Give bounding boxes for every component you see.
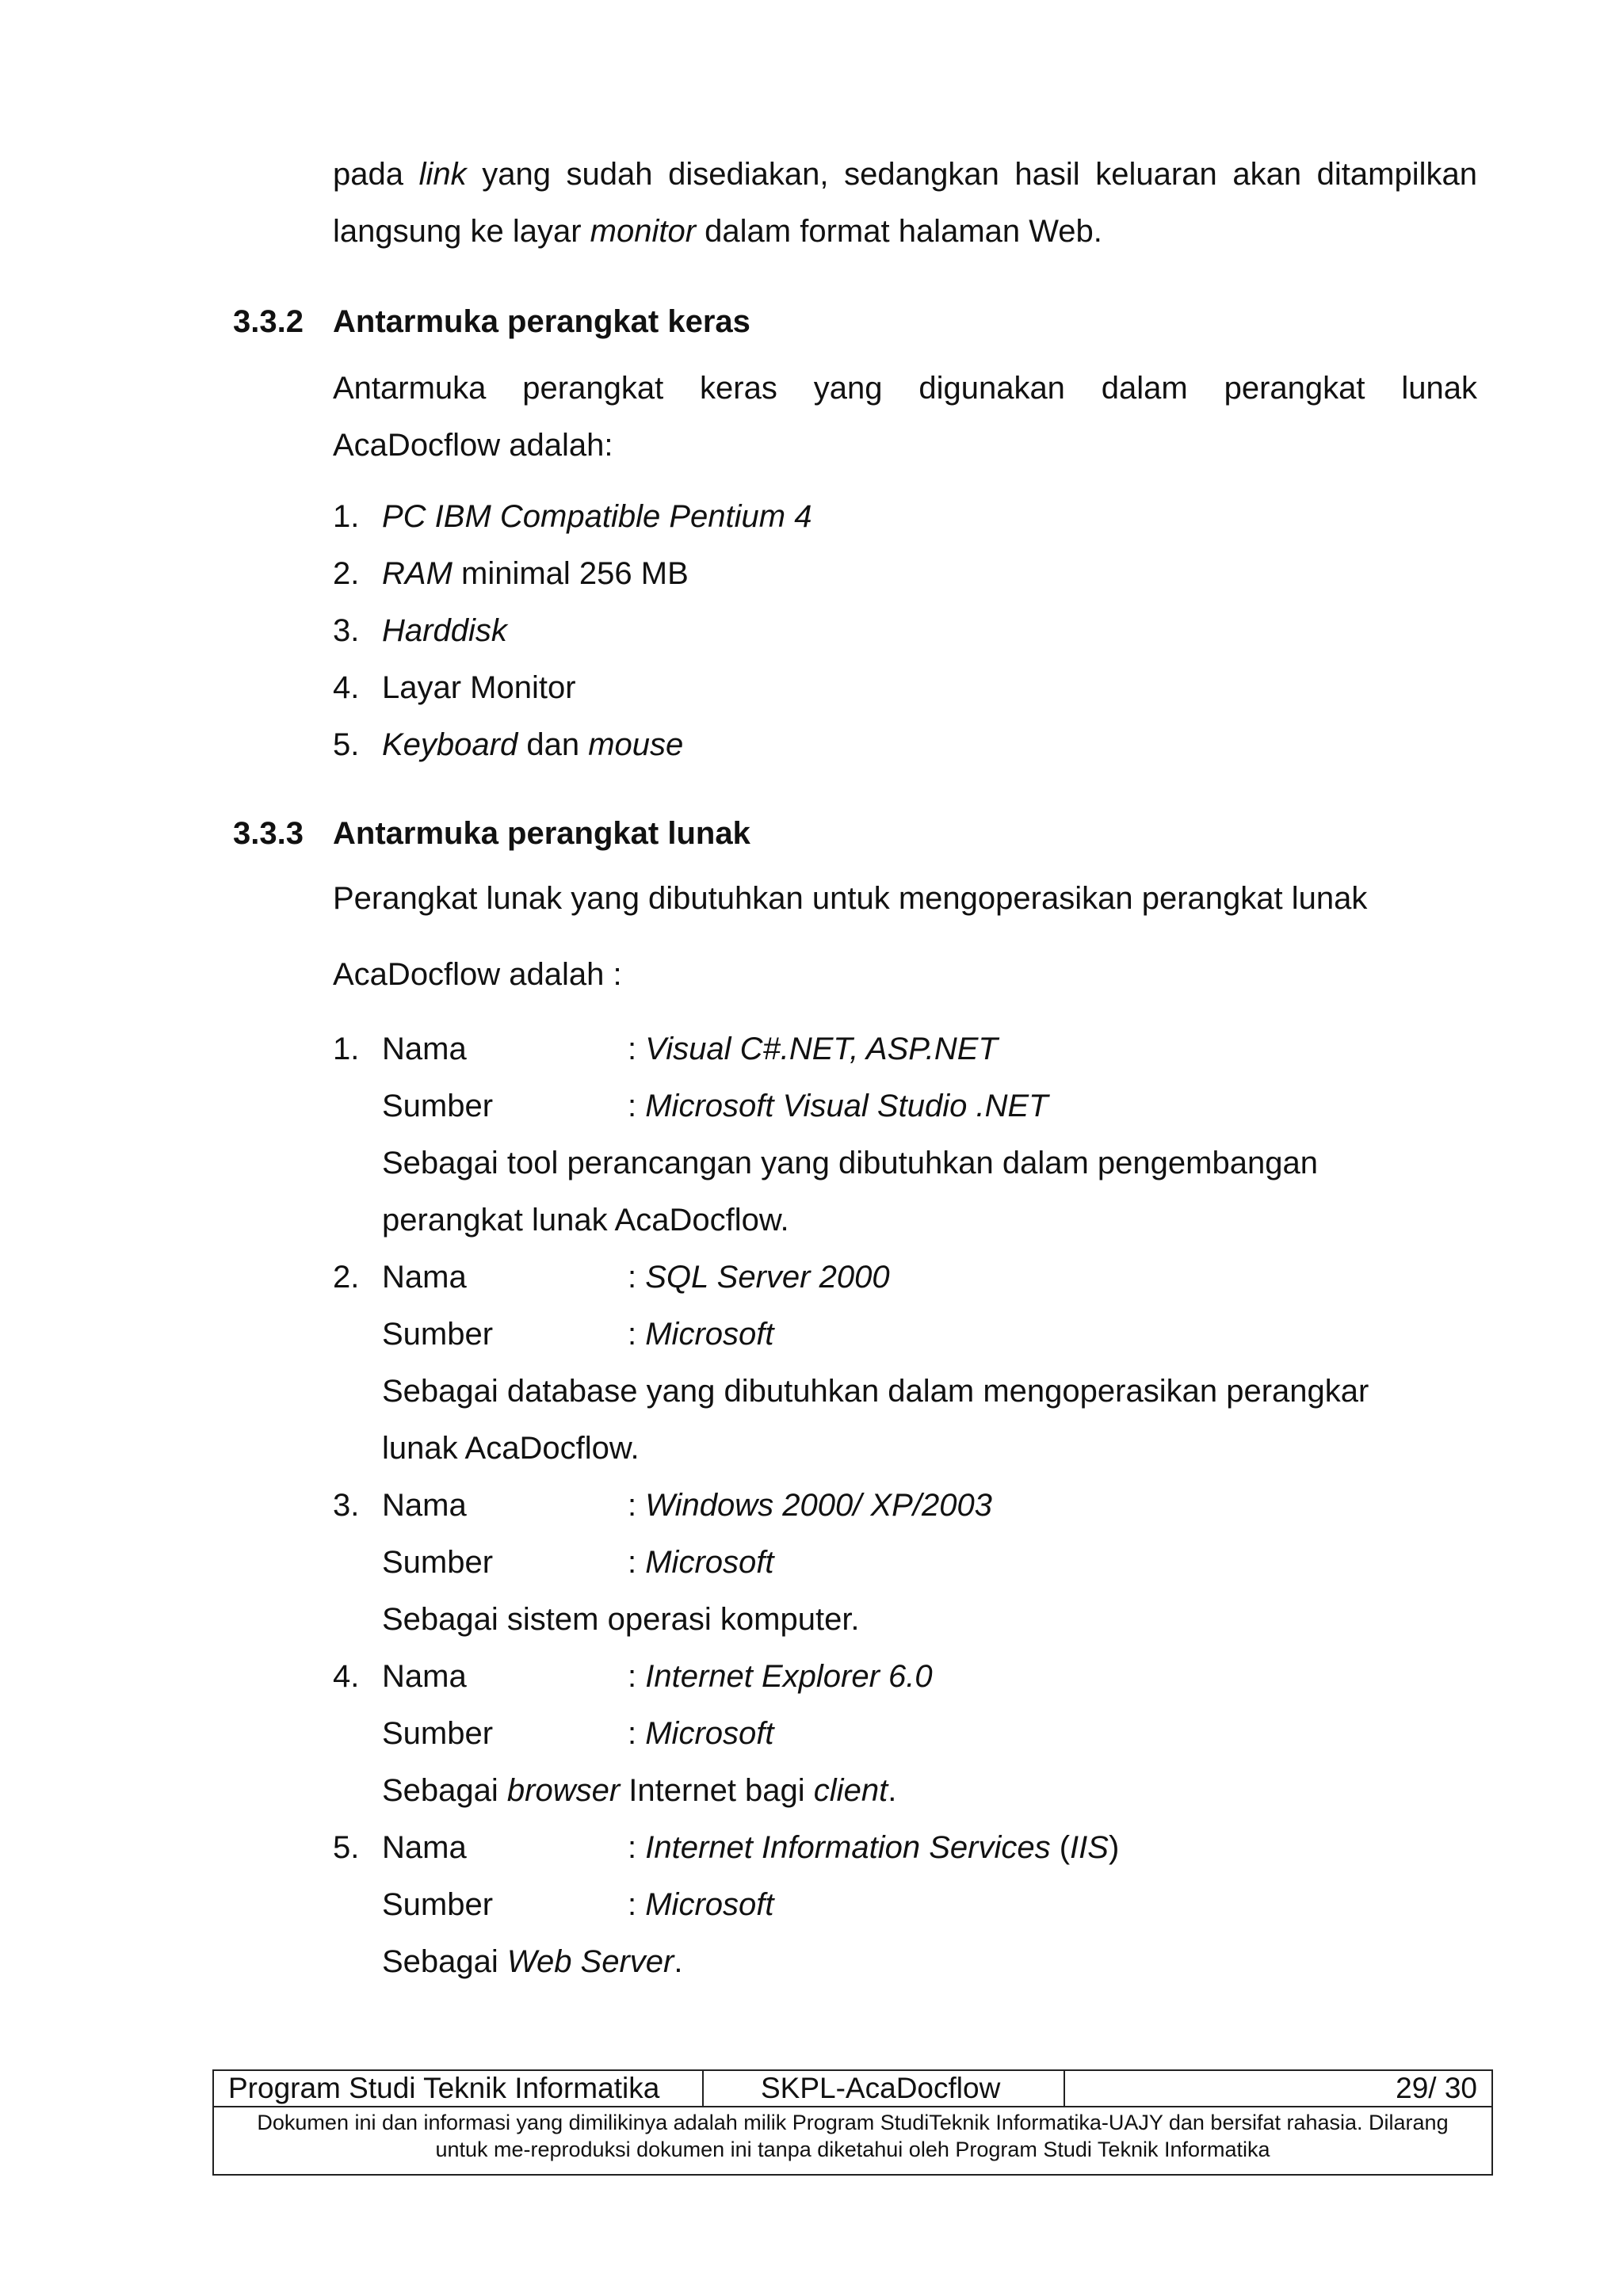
section-333-para-line-1: Perangkat lunak yang dibutuhkan untuk mengoperasikan perangkat lunak <box>333 881 1368 916</box>
footer-divider <box>702 2071 704 2106</box>
footer-confidentiality-note <box>214 2109 1491 2163</box>
list-number: 2. <box>333 1260 360 1295</box>
list-item: RAM minimal 256 MB <box>382 556 689 591</box>
section-333-para-line-2: AcaDocflow adalah : <box>333 957 622 992</box>
list-item: Keyboard dan mouse <box>382 727 684 762</box>
footer-program: Program Studi Teknik Informatika <box>228 2072 660 2104</box>
item-description: Sebagai sistem operasi komputer. <box>382 1602 860 1637</box>
item-description: lunak AcaDocflow. <box>382 1431 640 1466</box>
intro-line-2: langsung ke layar monitor dalam format halaman Web. <box>333 214 1102 249</box>
list-number: 3. <box>333 613 360 648</box>
list-number: 5. <box>333 1830 360 1865</box>
section-332-para-line-2: AcaDocflow adalah: <box>333 428 613 463</box>
label-nama: Nama <box>382 1659 467 1694</box>
list-number: 5. <box>333 727 360 762</box>
value-sumber: : Microsoft <box>628 1716 774 1751</box>
label-sumber: Sumber <box>382 1716 494 1751</box>
value-nama: : Internet Explorer 6.0 <box>628 1659 933 1694</box>
list-number: 1. <box>333 1032 360 1066</box>
footer-doc-code: SKPL-AcaDocflow <box>761 2072 1001 2104</box>
value-nama: : SQL Server 2000 <box>628 1260 890 1295</box>
section-number-332: 3.3.2 <box>233 304 304 339</box>
list-number: 4. <box>333 670 360 705</box>
value-nama: : Visual C#.NET, ASP.NET <box>628 1032 998 1066</box>
section-title-333: Antarmuka perangkat lunak <box>333 816 750 851</box>
section-332-para-line-1: Antarmuka perangkat keras yang digunakan dalam perangkat lunak <box>333 371 1477 406</box>
list-number: 4. <box>333 1659 360 1694</box>
monitor-term: monitor <box>590 214 697 249</box>
list-item: Harddisk <box>382 613 507 648</box>
value-sumber: : Microsoft <box>628 1887 774 1922</box>
list-number: 2. <box>333 556 360 591</box>
label-nama: Nama <box>382 1830 467 1865</box>
footer-note-line-1: Dokumen ini dan informasi yang dimilikinya adalah milik Program StudiTeknik Informatika-UAJY dan bersifat rahasia. Dilarang <box>257 2111 1449 2134</box>
item-description: Sebagai database yang dibutuhkan dalam mengoperasikan perangkar <box>382 1374 1369 1409</box>
list-item: Layar Monitor <box>382 670 576 705</box>
list-item: PC IBM Compatible Pentium 4 <box>382 499 812 534</box>
label-sumber: Sumber <box>382 1089 494 1123</box>
footer-note-line-2: untuk me-reproduksi dokumen ini tanpa diketahui oleh Program Studi Teknik Informatika <box>435 2138 1270 2161</box>
value-nama: : Internet Information Services (IIS) <box>628 1830 1120 1865</box>
value-sumber: : Microsoft <box>628 1317 774 1352</box>
footer-divider <box>1064 2071 1065 2106</box>
label-sumber: Sumber <box>382 1317 494 1352</box>
section-number-333: 3.3.3 <box>233 816 304 851</box>
label-sumber: Sumber <box>382 1887 494 1922</box>
label-nama: Nama <box>382 1260 467 1295</box>
link-term: link <box>418 157 467 192</box>
footer-page-number: 29/ 30 <box>1396 2072 1477 2104</box>
value-sumber: : Microsoft <box>628 1545 774 1580</box>
item-description: perangkat lunak AcaDocflow. <box>382 1203 789 1238</box>
item-description: Sebagai tool perancangan yang dibutuhkan dalam pengembangan <box>382 1146 1318 1180</box>
value-sumber: : Microsoft Visual Studio .NET <box>628 1089 1048 1123</box>
intro-line-1: pada link yang sudah disediakan, sedangkan hasil keluaran akan ditampilkan <box>333 157 1477 192</box>
section-title-332: Antarmuka perangkat keras <box>333 304 750 339</box>
page-footer <box>212 2069 1493 2176</box>
label-sumber: Sumber <box>382 1545 494 1580</box>
item-description: Sebagai Web Server. <box>382 1944 683 1979</box>
label-nama: Nama <box>382 1032 467 1066</box>
footer-info-row <box>214 2071 1491 2107</box>
value-nama: : Windows 2000/ XP/2003 <box>628 1488 992 1523</box>
label-nama: Nama <box>382 1488 467 1523</box>
item-description: Sebagai browser Internet bagi client. <box>382 1773 897 1808</box>
list-number: 1. <box>333 499 360 534</box>
list-number: 3. <box>333 1488 360 1523</box>
